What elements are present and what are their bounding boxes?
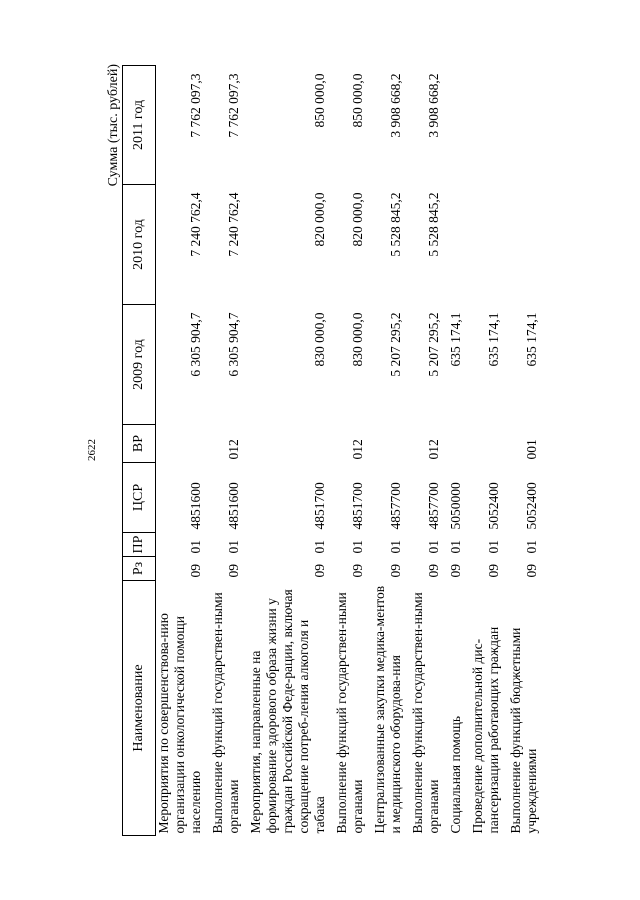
row-csr: 4851700 (350, 482, 365, 530)
header-csr: ЦСР (123, 463, 156, 533)
row-2010 (468, 185, 506, 305)
row-2011 (446, 66, 468, 185)
row-vr: 001 (524, 439, 539, 460)
row-rz: 09 (226, 564, 241, 578)
row-vr: 012 (426, 439, 441, 460)
row-2009: 5 207 295,2 (426, 312, 441, 377)
row-2011: 7 762 097,3 (188, 73, 203, 138)
row-2011 (506, 66, 544, 185)
rotated-page (82, 60, 558, 840)
row-2009: 830 000,0 (312, 312, 327, 367)
header-2009: 2009 год (123, 305, 156, 425)
table-row (156, 66, 209, 836)
row-name: Централизованные закупки медика-ментов и медицинского оборудова-ния (372, 585, 403, 834)
header-rz: Рз (123, 557, 156, 581)
row-vr (446, 425, 468, 463)
units-caption: Сумма (тыс. рублей) (106, 64, 121, 187)
row-2010: 5 528 845,2 (388, 192, 403, 257)
row-name: Выполнение функций бюджетными учреждениями (508, 627, 539, 834)
row-csr: 4857700 (426, 482, 441, 530)
row-pr: 01 (448, 540, 463, 554)
row-vr: 012 (350, 439, 365, 460)
row-2011 (468, 66, 506, 185)
budget-table (122, 65, 544, 836)
row-pr: 01 (426, 540, 441, 554)
row-2011: 850 000,0 (350, 73, 365, 128)
row-csr: 4851600 (226, 482, 241, 530)
row-2011: 3 908 668,2 (388, 73, 403, 138)
row-2010: 7 240 762,4 (226, 192, 241, 257)
row-2010 (506, 185, 544, 305)
row-csr: 4857700 (388, 482, 403, 530)
row-name: Мероприятия по совершенствова-нию организации онкологической помощи населению (156, 613, 203, 834)
row-rz: 09 (312, 564, 327, 578)
table-row (506, 66, 544, 836)
table-row (208, 66, 246, 836)
row-pr: 01 (388, 540, 403, 554)
table-row (370, 66, 408, 836)
row-rz: 09 (426, 564, 441, 578)
row-vr: 012 (226, 439, 241, 460)
row-2009: 635 174,1 (524, 312, 539, 367)
row-name: Социальная помощь (448, 715, 463, 834)
table-row (332, 66, 370, 836)
row-2010 (446, 185, 468, 305)
table-row (408, 66, 446, 836)
header-vr: ВР (123, 425, 156, 463)
row-name: Выполнение функций государствен-ными органами (210, 592, 241, 834)
row-pr: 01 (350, 540, 365, 554)
row-vr (246, 425, 332, 463)
row-pr: 01 (226, 540, 241, 554)
row-2010: 5 528 845,2 (426, 192, 441, 257)
row-vr (370, 425, 408, 463)
row-2011: 7 762 097,3 (226, 73, 241, 138)
row-2009: 635 174,1 (486, 312, 501, 367)
header-2010: 2010 год (123, 185, 156, 305)
header-2011: 2011 год (123, 66, 156, 185)
row-rz: 09 (448, 564, 463, 578)
table-row (446, 66, 468, 836)
row-csr: 4851600 (188, 482, 203, 530)
row-csr: 5052400 (524, 482, 539, 530)
header-name: Наименование (123, 581, 156, 836)
row-rz: 09 (188, 564, 203, 578)
row-pr: 01 (486, 540, 501, 554)
table-row (246, 66, 332, 836)
row-2010: 820 000,0 (312, 192, 327, 247)
row-vr (468, 425, 506, 463)
row-2009: 830 000,0 (350, 312, 365, 367)
row-csr: 5050000 (448, 482, 463, 530)
row-rz: 09 (388, 564, 403, 578)
row-2009: 5 207 295,2 (388, 312, 403, 377)
row-2009: 6 305 904,7 (226, 312, 241, 377)
header-pr: ПР (123, 533, 156, 557)
row-2009: 635 174,1 (448, 312, 463, 367)
row-rz: 09 (350, 564, 365, 578)
row-2009: 6 305 904,7 (188, 312, 203, 377)
row-name: Выполнение функций государствен-ными органами (334, 592, 365, 834)
row-name: Мероприятия, направленные на формирование здорового образа жизни у граждан Российской Феде-рации, включая сокращение потреб-ления алкоголя и табака (248, 589, 327, 834)
table-row (468, 66, 506, 836)
row-pr: 01 (524, 540, 539, 554)
page-number: 2622 (86, 439, 98, 461)
row-vr (156, 425, 209, 463)
row-2010: 7 240 762,4 (188, 192, 203, 257)
row-2011: 850 000,0 (312, 73, 327, 128)
row-rz: 09 (486, 564, 501, 578)
row-rz: 09 (524, 564, 539, 578)
row-csr: 4851700 (312, 482, 327, 530)
row-csr: 5052400 (486, 482, 501, 530)
row-pr: 01 (188, 540, 203, 554)
row-name: Выполнение функций государствен-ными органами (410, 592, 441, 834)
row-2011: 3 908 668,2 (426, 73, 441, 138)
row-2010: 820 000,0 (350, 192, 365, 247)
table-header-row (123, 66, 156, 836)
row-pr: 01 (312, 540, 327, 554)
row-name: Проведение дополнительной дис-пансеризации работающих граждан (470, 626, 501, 834)
